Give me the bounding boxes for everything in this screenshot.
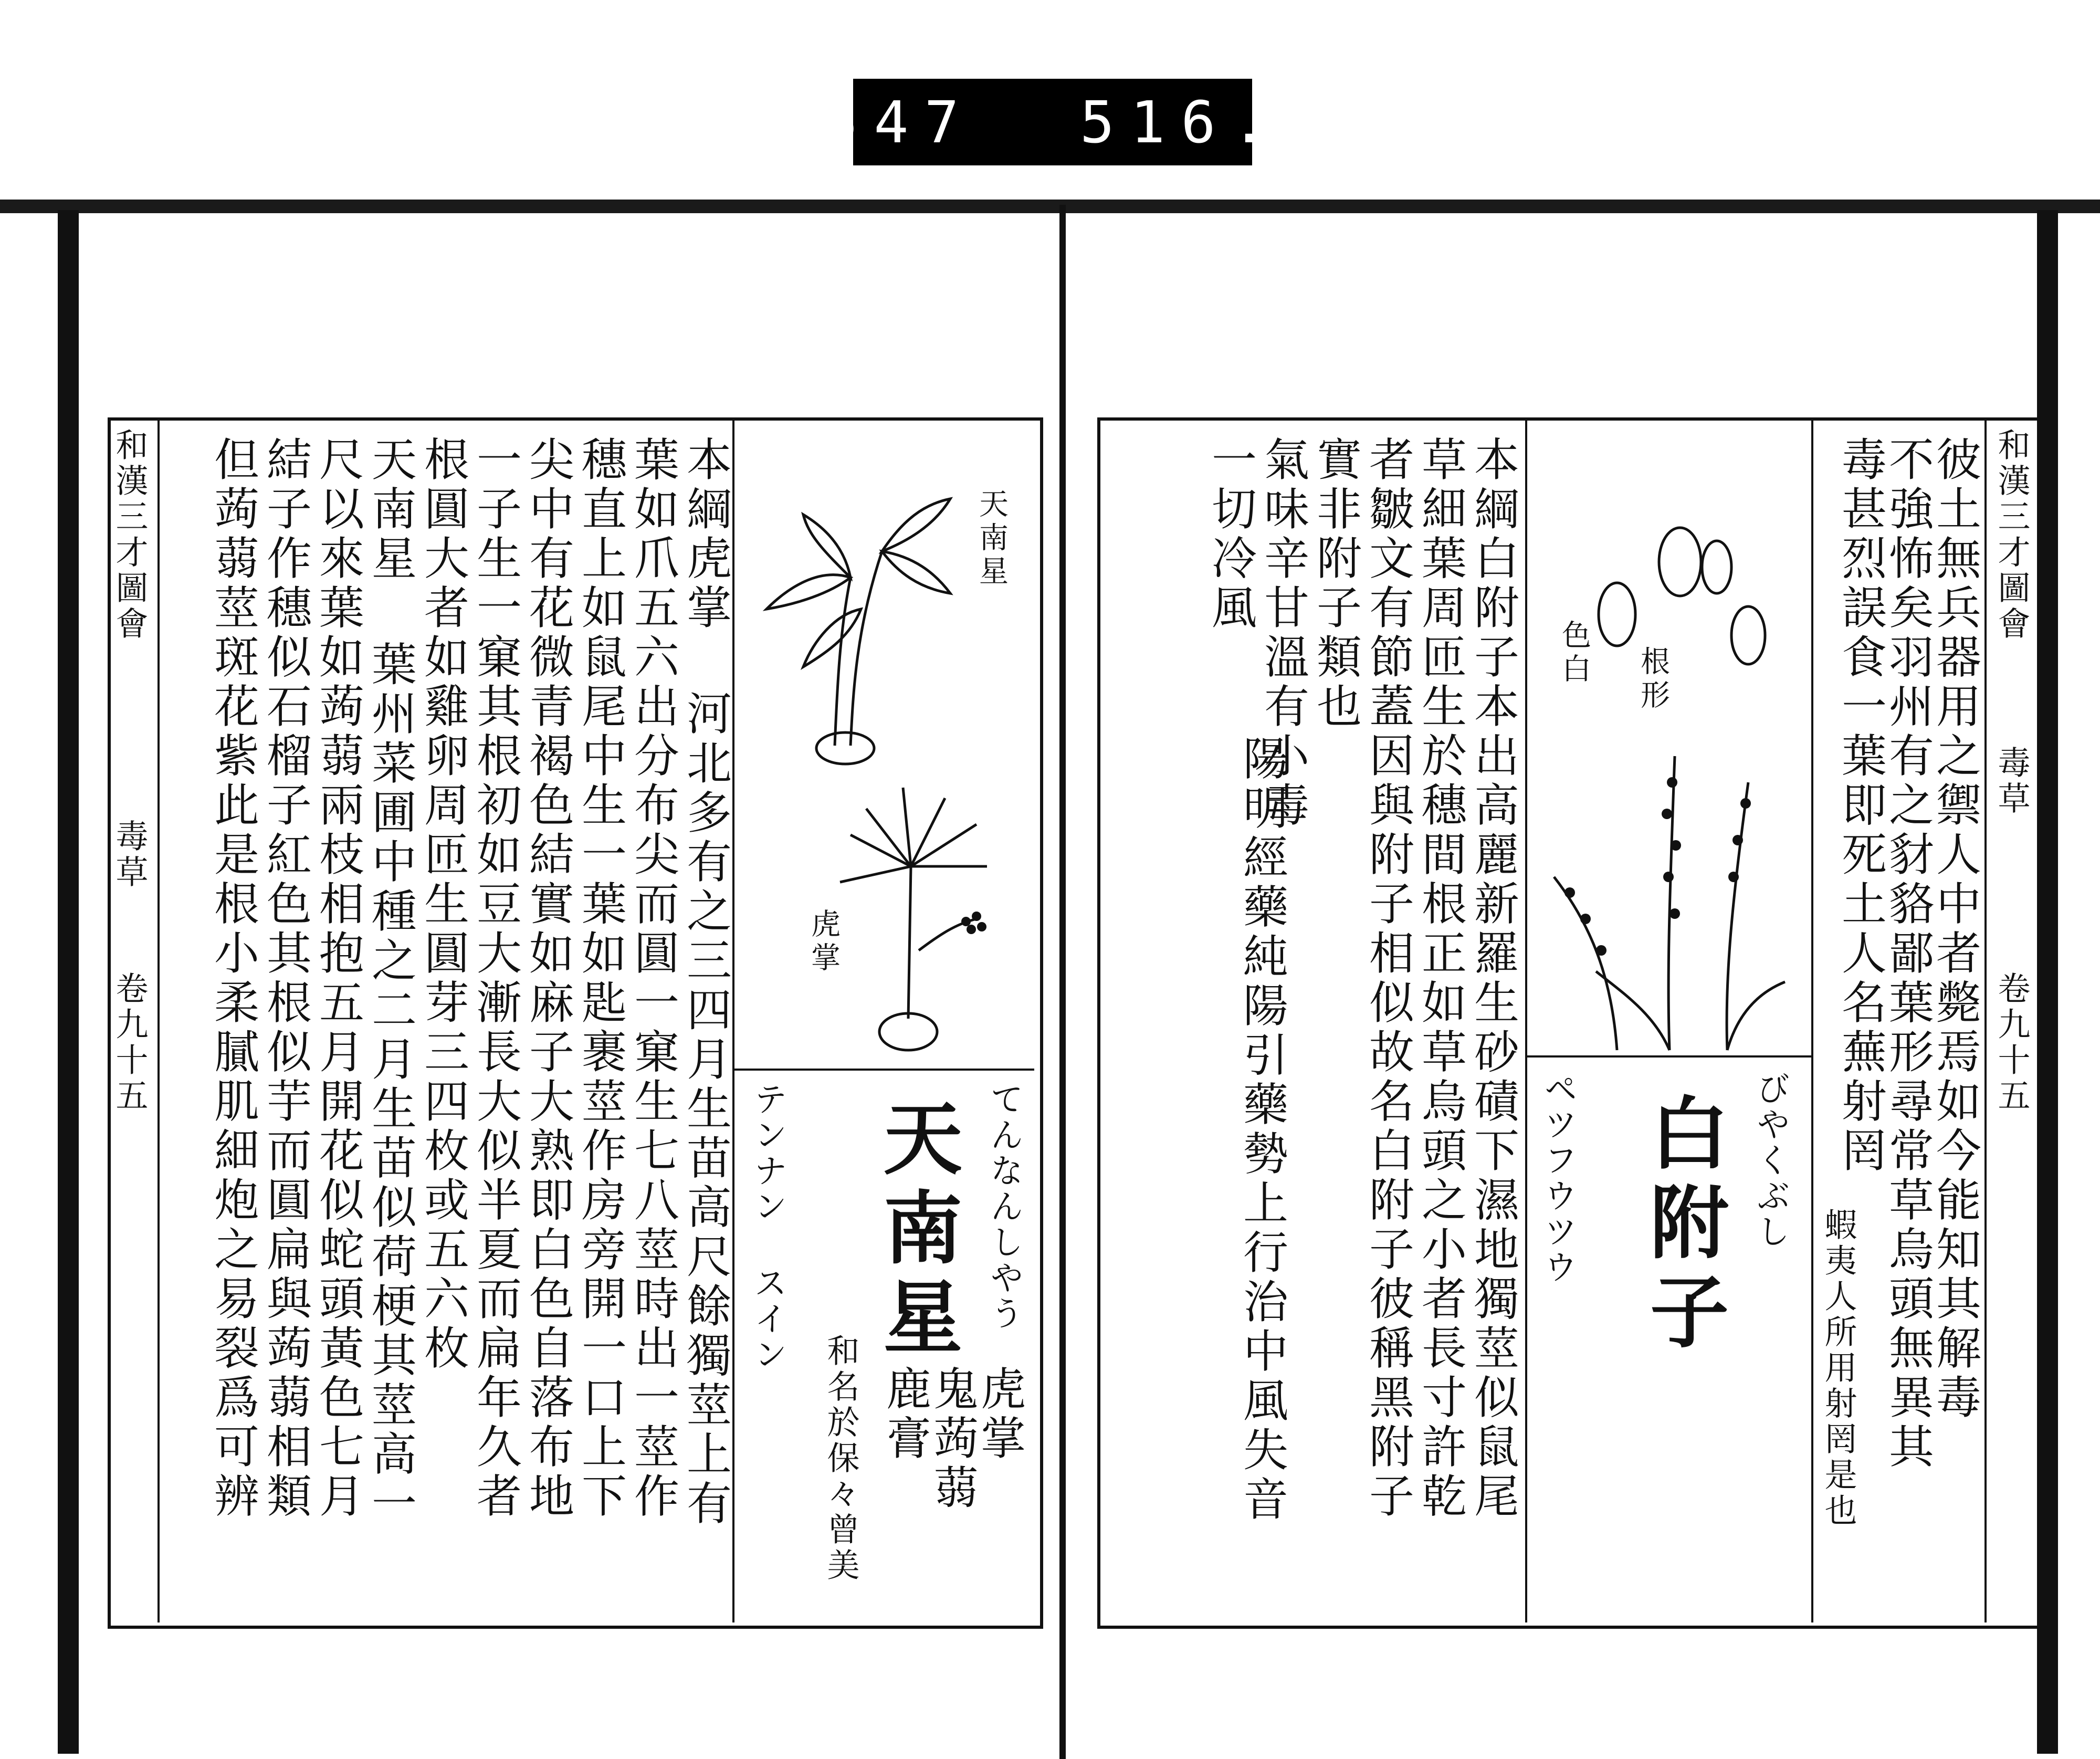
right-top-column: 毒甚烈誤食一葉即死土人名蕪射罔	[1834, 436, 1886, 1176]
tennansho-synonym: 鹿膏	[878, 1365, 931, 1464]
archive-number-right: 516.	[1079, 88, 1282, 156]
left-body-column: 尖中有花微青褐色結實如麻子大熟即白色自落布地	[521, 436, 574, 1522]
tennansho-illustration	[746, 473, 998, 767]
byakubushi-reading-hiragana: びやくぶし	[1751, 1071, 1790, 1250]
right-continuation-divider	[1811, 420, 1813, 1622]
left-page-edge	[58, 210, 79, 1754]
left-panel-divider	[732, 420, 734, 1622]
right-page-header-volume: 毒草	[1992, 746, 2031, 817]
left-body-column: 本綱虎掌 河北多有之三四月生苗高尺餘獨莖上有	[679, 436, 731, 1529]
right-body-column: 一切冷風	[1204, 436, 1256, 633]
right-page-header-section: 卷九十五	[1992, 971, 2031, 1114]
left-body-column: 但蒟蒻莖斑花紫此是根小柔膩肌細炮之易裂爲可辨	[206, 436, 259, 1522]
right-page-header-title: 和漢三才圖會	[1992, 428, 2031, 642]
byakubushi-title: 白附子	[1636, 1092, 1729, 1360]
left-body-column: 一子生一窠其根初如豆大漸長大似半夏而扁年久者	[469, 436, 521, 1522]
right-panel-hdivider	[1525, 1055, 1811, 1058]
book-spine	[1059, 205, 1066, 1759]
right-top-column-note: 蝦夷人所用射罔是也	[1819, 1208, 1857, 1529]
right-body-column: 氣味辛甘溫有小毒	[1256, 436, 1309, 831]
left-page-header-volume: 毒草	[110, 819, 149, 891]
right-body-column: 本綱白附子本出高麗新羅生砂磧下濕地獨莖似鼠尾	[1466, 436, 1519, 1522]
archive-number-left: 547	[823, 88, 975, 156]
left-panel-hdivider	[732, 1069, 1034, 1071]
left-body-column: 天南星 葉州菜圃中種之二月生苗似荷梗其莖高一	[364, 436, 416, 1529]
byakubushi-plant-illustration	[1538, 740, 1801, 1055]
tennansho-synonym: 鬼蒟蒻	[926, 1365, 978, 1513]
tennansho-figure-label: 天南星	[974, 488, 1009, 589]
tennansho-synonym: 虎掌	[973, 1365, 1025, 1464]
right-header-divider	[1984, 420, 1987, 1622]
kosho-figure-label: 虎掌	[806, 908, 841, 976]
left-body-column: 尺以來葉如蒟蒻兩枝相抱五月開花似蛇頭黃色七月	[311, 436, 364, 1522]
left-body-column: 結子作穗似石榴子紅色其根似芋而圓扁與蒟蒻相類	[259, 436, 311, 1522]
right-top-column: 彼土無兵器用之禦人中者斃焉如今能知其解毒	[1928, 436, 1981, 1423]
left-page-header-section: 卷九十五	[110, 971, 149, 1114]
right-body-column: 實非附子類也	[1309, 436, 1361, 732]
tennansho-reading-katakana: テンナン スイン	[748, 1082, 787, 1373]
right-top-column: 不強怖矣羽州有之豺貉鄙葉形尋常草烏頭無異其	[1881, 436, 1934, 1472]
left-body-column: 葉如爪五六出分布尖而圓一窠生七八莖時出一莖作	[626, 436, 679, 1522]
tennansho-reading-hiragana: てんなんしやう	[984, 1082, 1023, 1332]
left-body-column: 根圓大者如雞卵周匝生圓芽三四枚或五六枚	[416, 436, 469, 1374]
right-body-column: 陽明經藥純陽引藥勢上行治中風失音	[1235, 735, 1288, 1525]
root-color-label: 色白	[1557, 620, 1591, 687]
tennansho-wamei: 和名於保々曾美	[822, 1334, 860, 1584]
left-body-column: 穗直上如鼠尾中生一葉如匙裹莖作房旁開一口上下	[574, 436, 626, 1522]
right-panel-divider	[1525, 420, 1527, 1622]
left-page-header-title: 和漢三才圖會	[110, 428, 149, 642]
root-shape-label: 根形	[1636, 646, 1670, 713]
byakubushi-reading-katakana: ペツフウツウ	[1538, 1071, 1577, 1285]
tennansho-title: 天南星	[870, 1097, 962, 1365]
left-header-divider	[158, 420, 160, 1622]
book-top-edge	[0, 200, 2100, 213]
root-shape-illustration	[1575, 525, 1796, 683]
archive-number-label	[823, 79, 1282, 165]
kosho-illustration	[819, 777, 1018, 1061]
right-body-column: 草細葉周匝生於穗間根正如草烏頭之小者長寸許乾	[1414, 436, 1466, 1522]
right-body-column: 者皺文有節蓋因與附子相似故名白附子彼稱黑附子	[1361, 436, 1414, 1522]
